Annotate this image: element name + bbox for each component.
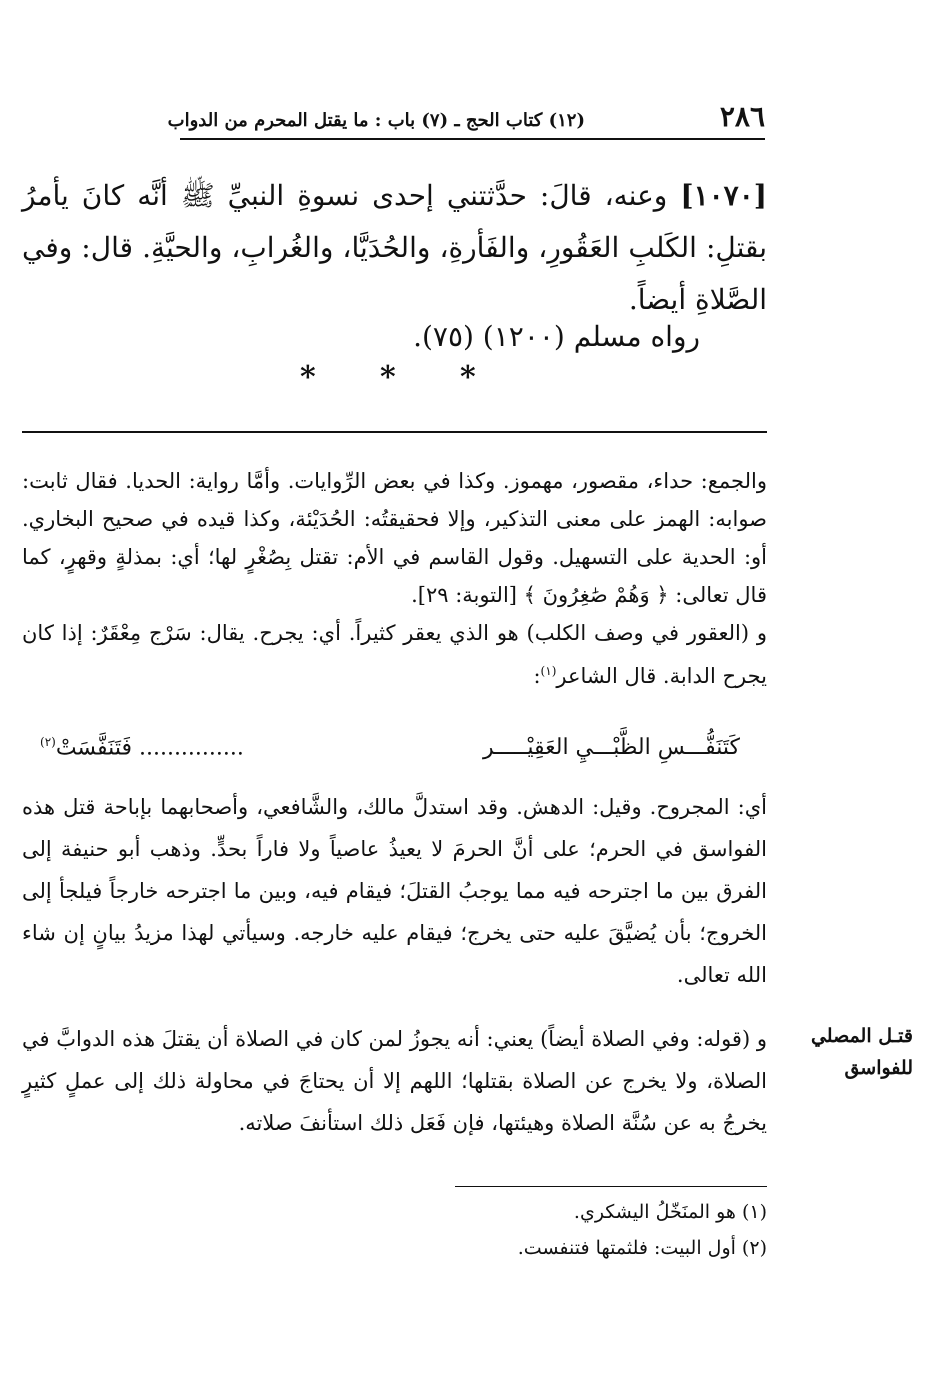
separator-star: * [380,360,396,395]
verse-hemistich: كَتَنَفُّـــسِ الظَّبْـــيِ العَقِيْـــــر [483,735,740,760]
footnote-ref: (٢) [40,735,56,749]
commentary-paragraph: والجمع: حداء، مقصور، مهموز. وكذا في بعض الرِّوايات. وأمَّا رواية: الحديا. فقال ثابت: صوابه: الهمز على معنى التذكير، وإلا فحقيقتُه: الحُدَيْئة، وكذا قيده في صحيح البخاري. أو: الحدية على التسهيل. وقول القاسم في الأم: تقتل بِصُغْرٍ لها؛ أي: بمذلةٍ وقهرٍ، كما قال تعالى: ﴿ وَهُمْ صَٰغِرُونَ ﴾ [التوبة: ٢٩]. [22,469,767,607]
commentary-block-1 [22,462,767,695]
footnote: (٢) أول البيت: فلثمتها فتنفست. [517,1237,767,1259]
separator-star: * [460,360,476,395]
margin-note-line: للفواسق [844,1057,913,1079]
verse-text: ............... فَتَنَفَّسَتْ [55,735,244,761]
commentary-paragraph [22,614,767,695]
page-header [167,98,765,140]
margin-note [803,1020,913,1084]
footnote-ref: (١) [540,664,557,678]
section-separator [300,360,500,400]
page-number: ٢٨٦ [719,100,765,133]
commentary-text: : [533,664,541,688]
footnote-divider [455,1186,767,1187]
commentary-block-3 [22,1018,767,1144]
footnotes [167,1194,767,1266]
separator-star: * [300,360,316,395]
commentary-paragraph: أي: المجروح. وقيل: الدهش. وقد استدلَّ مالك، والشَّافعي، وأصحابهما بإباحة قتل هذه الفواسق في الحرم؛ على أنَّ الحرمَ لا يعيذُ عاصياً ولا فاراً بحدٍّ. وذهب أبو حنيفة إلى الفرق بين ما اجترحه فيه مما يوجبُ القتلَ؛ فيقام فيه، وبين ما اجترحه خارجاً فيلجأ إلى الخروج؛ بأن يُضيَّقَ عليه حتى يخرج؛ فيقام عليه خارجه. وسيأتي لهذا مزيدُ بيانٍ إن شاء الله تعالى. [22,795,768,987]
hadith-number: [١٠٧٠] [680,179,767,212]
verse-hemistich-partial [40,735,244,760]
footnote: (١) هو المنَخّلُ اليشكري. [573,1201,767,1223]
commentary-text: و (العقور في وصف الكلب) هو الذي يعقر كثيراً. أي: يجرح. يقال: سَرْج مِعْقَرٌ: إذا كان يجرح الدابة. قال الشاعر [22,621,767,688]
commentary-divider [22,431,767,433]
running-head: (١٢) كتاب الحج ـ (٧) باب : ما يقتل المحرم من الدواب [167,110,585,131]
hadith-source: رواه مسلم (١٢٠٠) (٧٥). [413,320,700,353]
hadith-text [22,170,767,326]
commentary-block-2 [22,786,767,996]
poetry-verse [40,735,740,775]
hadith-body: وعنه، قالَ: حدَّثتني إحدى نسوةِ النبيِّ ﷺ أنَّه كانَ يأمرُ بقتلِ: الكَلبِ العَقُورِ، والفَأرةِ، والحُدَيَّا، والغُرابِ، والحيَّةِ. قال: وفي الصَّلاةِ أيضاً. [22,179,767,316]
commentary-paragraph: و (قوله: وفي الصلاة أيضاً) يعني: أنه يجوزُ لمن كان في الصلاة أن يقتلَ هذه الدوابَّ في الصلاة، ولا يخرج عن الصلاة بقتلها؛ اللهم إلا أن يحتاجَ في محاولة ذلك إلى عملٍ كثيرٍ يخرجُ به عن سُنَّة الصلاة وهيئتها، فإن فَعَل ذلك استأنفَ صلاته. [22,1027,767,1135]
margin-note-line: قتـل المصلي [810,1025,913,1047]
